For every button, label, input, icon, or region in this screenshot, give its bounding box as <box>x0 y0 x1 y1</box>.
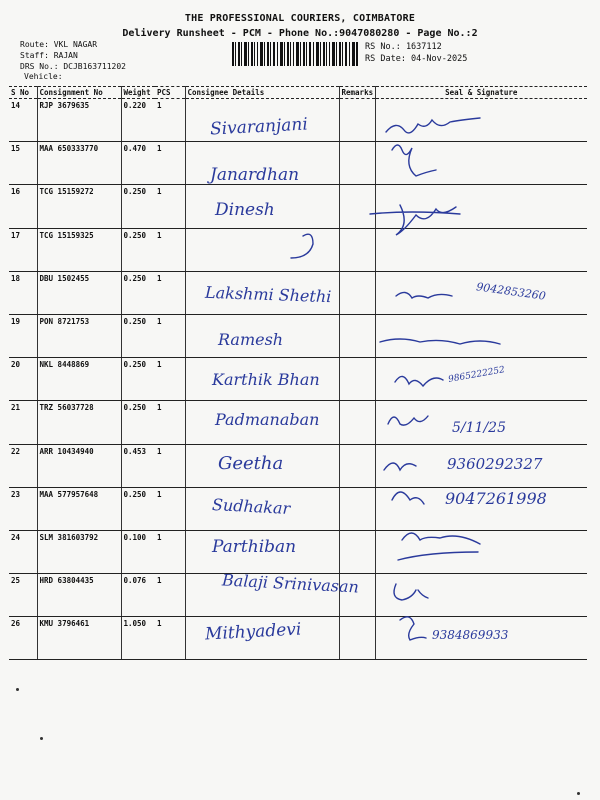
handwritten-date: 5/11/25 <box>452 420 506 436</box>
row-consignee-details <box>185 228 339 271</box>
row-pcs: 1 <box>155 185 185 228</box>
row-remarks <box>339 99 375 142</box>
row-pcs: 1 <box>155 271 185 314</box>
row-weight: 0.470 <box>121 142 155 185</box>
row-remarks <box>339 444 375 487</box>
row-sno: 20 <box>9 358 37 401</box>
row-weight: 0.076 <box>121 574 155 617</box>
route-label: Route: VKL NAGAR <box>20 40 98 49</box>
row-signature <box>375 142 587 185</box>
handwritten-phone: 9384869933 <box>432 628 509 642</box>
rs-date: RS Date: 04-Nov-2025 <box>365 54 468 64</box>
signature-name: Ramesh <box>218 330 284 349</box>
col-header-weight: Weight <box>121 87 155 99</box>
row-remarks <box>339 314 375 357</box>
row-consignment-no: RJP 3679635 <box>37 99 121 142</box>
row-signature <box>375 314 587 357</box>
col-header-consignment: Consignment No <box>37 87 121 99</box>
row-sno: 26 <box>9 617 37 660</box>
table-row <box>9 228 587 271</box>
table-row <box>9 185 587 228</box>
signature-name: Karthik Bhan <box>212 370 320 389</box>
row-weight: 0.250 <box>121 314 155 357</box>
row-consignment-no: MAA 577957648 <box>37 487 121 530</box>
row-signature <box>375 530 587 573</box>
row-consignment-no: KMU 3796461 <box>37 617 121 660</box>
table-row <box>9 314 587 357</box>
scan-speck <box>40 737 43 740</box>
table-header-row <box>9 87 587 99</box>
row-consignment-no: TRZ 56037728 <box>37 401 121 444</box>
row-weight: 0.250 <box>121 487 155 530</box>
handwritten-phone: 9360292327 <box>447 455 543 473</box>
row-weight: 0.250 <box>121 228 155 271</box>
row-remarks <box>339 142 375 185</box>
staff-label: Staff: RAJAN <box>20 51 78 60</box>
row-sno: 15 <box>9 142 37 185</box>
row-weight: 0.250 <box>121 358 155 401</box>
row-sno: 22 <box>9 444 37 487</box>
signature-name: Janardhan <box>210 165 300 185</box>
col-header-sno: S No <box>9 87 37 99</box>
row-pcs: 1 <box>155 314 185 357</box>
row-consignment-no: MAA 650333770 <box>37 142 121 185</box>
col-header-remarks: Remarks <box>339 87 375 99</box>
row-pcs: 1 <box>155 574 185 617</box>
row-consignment-no: SLM 381603792 <box>37 530 121 573</box>
row-pcs: 1 <box>155 358 185 401</box>
col-header-consignee: Consignee Details <box>185 87 339 99</box>
row-sno: 24 <box>9 530 37 573</box>
row-weight: 0.220 <box>121 99 155 142</box>
row-sno: 18 <box>9 271 37 314</box>
vehicle-label: Vehicle: <box>24 72 63 81</box>
signature-name: Geetha <box>218 453 284 474</box>
row-remarks <box>339 358 375 401</box>
scan-speck <box>16 688 19 691</box>
row-remarks <box>339 530 375 573</box>
row-remarks <box>339 401 375 444</box>
row-consignment-no: ARR 10434940 <box>37 444 121 487</box>
row-sno: 21 <box>9 401 37 444</box>
row-remarks <box>339 487 375 530</box>
drs-number: DRS No.: DCJB163711202 <box>20 62 126 71</box>
row-remarks <box>339 271 375 314</box>
col-header-signature: Seal & Signature <box>375 87 587 99</box>
signature-name: Balaji Srinivasan <box>221 570 360 597</box>
row-consignment-no: HRD 63804435 <box>37 574 121 617</box>
row-consignment-no: PON 8721753 <box>37 314 121 357</box>
row-sno: 23 <box>9 487 37 530</box>
row-remarks <box>339 617 375 660</box>
signature-name: Sudhakar <box>211 494 291 519</box>
row-remarks <box>339 185 375 228</box>
handwritten-phone: 9047261998 <box>445 489 547 508</box>
table-row <box>9 530 587 573</box>
row-consignment-no: NKL 8448869 <box>37 358 121 401</box>
row-pcs: 1 <box>155 617 185 660</box>
barcode <box>232 42 358 66</box>
signature-name: Parthiban <box>212 537 297 557</box>
row-sno: 19 <box>9 314 37 357</box>
row-sno: 16 <box>9 185 37 228</box>
row-remarks <box>339 228 375 271</box>
row-weight: 0.250 <box>121 271 155 314</box>
row-pcs: 1 <box>155 142 185 185</box>
row-weight: 1.050 <box>121 617 155 660</box>
row-pcs: 1 <box>155 401 185 444</box>
row-consignment-no: TCG 15159325 <box>37 228 121 271</box>
signature-name: Dinesh <box>215 200 275 220</box>
runsheet-subtitle: Delivery Runsheet - PCM - Phone No.:9047080280 - Page No.:2 <box>122 28 478 39</box>
handwritten-phone: 9865222252 <box>447 365 506 385</box>
row-weight: 0.100 <box>121 530 155 573</box>
signature-name: Padmanaban <box>215 410 320 429</box>
row-signature <box>375 228 587 271</box>
row-consignment-no: DBU 1502455 <box>37 271 121 314</box>
row-signature <box>375 99 587 142</box>
row-pcs: 1 <box>155 530 185 573</box>
row-pcs: 1 <box>155 444 185 487</box>
row-weight: 0.250 <box>121 185 155 228</box>
row-sno: 14 <box>9 99 37 142</box>
signature-name: Mithyadevi <box>204 619 302 645</box>
scan-speck <box>577 792 580 795</box>
row-weight: 0.453 <box>121 444 155 487</box>
rs-number: RS No.: 1637112 <box>365 42 442 52</box>
row-pcs: 1 <box>155 228 185 271</box>
row-signature <box>375 574 587 617</box>
row-sno: 17 <box>9 228 37 271</box>
row-pcs: 1 <box>155 487 185 530</box>
row-weight: 0.250 <box>121 401 155 444</box>
handwritten-phone: 9042853260 <box>475 280 547 303</box>
signature-name: Lakshmi Shethi <box>204 282 332 307</box>
col-header-pcs: PCS <box>155 87 185 99</box>
row-signature <box>375 185 587 228</box>
row-pcs: 1 <box>155 99 185 142</box>
signature-name: Sivaranjani <box>209 114 309 140</box>
row-consignment-no: TCG 15159272 <box>37 185 121 228</box>
row-sno: 25 <box>9 574 37 617</box>
company-title: THE PROFESSIONAL COURIERS, COIMBATORE <box>184 13 416 24</box>
